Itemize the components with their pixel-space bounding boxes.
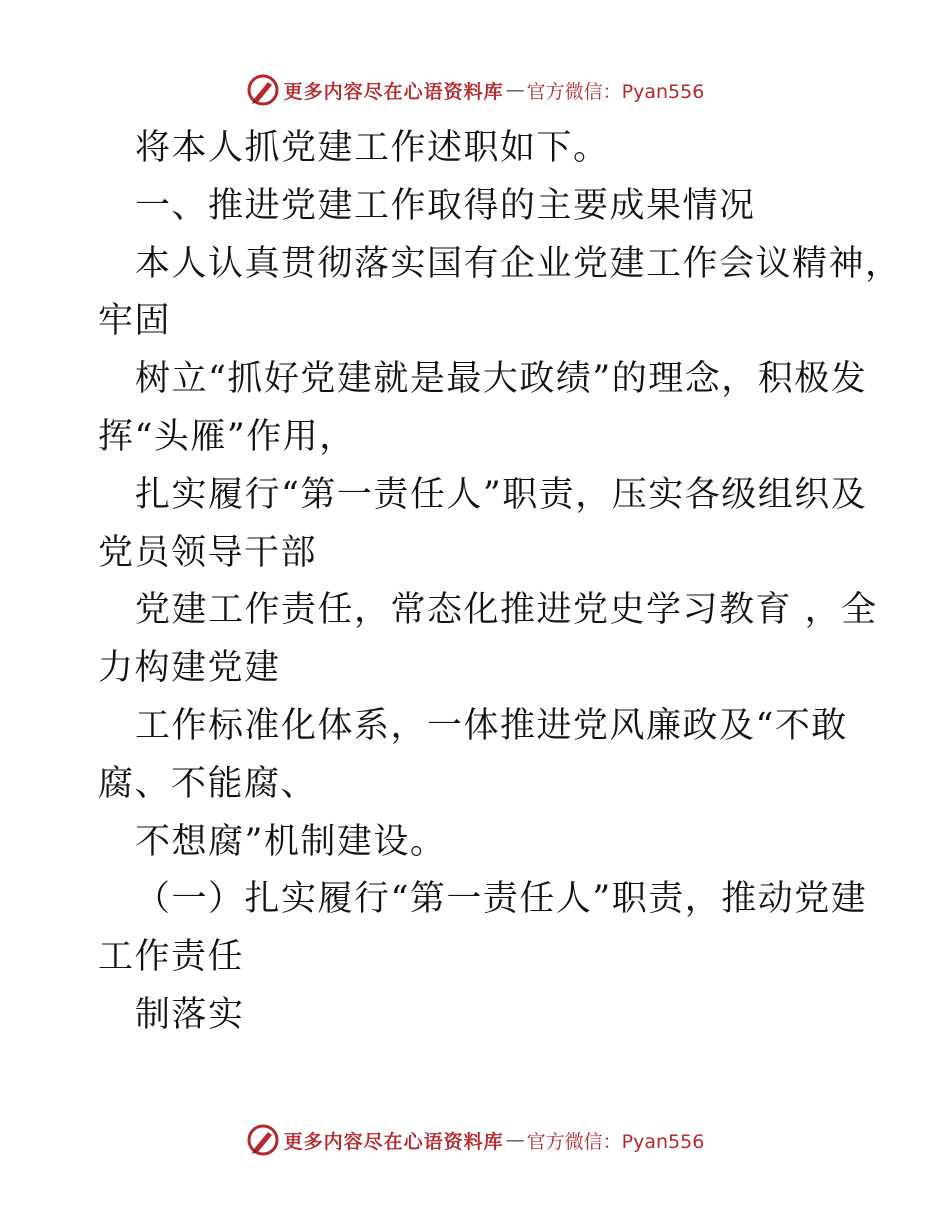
section-heading: 一、推进党建工作取得的主要成果情况 — [135, 185, 756, 226]
footer-watermark — [0, 1120, 950, 1160]
subsection-heading: （一）扎实履行“第一责任人”职责，推动党建 — [135, 879, 868, 920]
body-line: 工作标准化体系，一体推进党风廉政及“不敢 — [135, 705, 848, 746]
watermark-site-text: 更多内容尽在心语资料库 — [283, 1130, 504, 1153]
body-line: 本人认真贯彻落实国有企业党建工作会议精神， — [135, 243, 902, 284]
header-watermark — [0, 70, 950, 110]
body-line: 将本人抓党建工作述职如下。 — [135, 128, 610, 168]
watermark-site-text: 更多内容尽在心语资料库 — [283, 80, 504, 103]
body-line: 树立“抓好党建就是最大政绩”的理念，积极发 — [135, 359, 868, 400]
watermark-contact: 官方微信：Pyan556 — [526, 80, 705, 103]
body-line: 扎实履行“第一责任人”职责，压实各级组织及 — [135, 474, 868, 515]
watermark-separator: — — [505, 1129, 525, 1151]
pen-logo-icon — [246, 73, 280, 107]
body-line: 挥“头雁”作用， — [98, 416, 356, 457]
body-line: 力构建党建 — [98, 648, 281, 689]
watermark-separator: — — [505, 79, 525, 101]
pen-logo-icon — [246, 1123, 280, 1157]
body-line: 制落实 — [135, 994, 245, 1035]
body-line: 党员领导干部 — [98, 532, 318, 573]
body-line: 工作责任 — [98, 937, 245, 978]
body-line: 党建工作责任，常态化推进党史学习教育 ，全 — [135, 590, 878, 631]
body-line: 腐、不能腐、 — [98, 763, 318, 804]
body-line: 不想腐”机制建设。 — [135, 821, 447, 862]
document-body — [98, 120, 902, 1045]
watermark-contact: 官方微信：Pyan556 — [526, 1130, 705, 1153]
body-line: 牢固 — [98, 301, 172, 342]
